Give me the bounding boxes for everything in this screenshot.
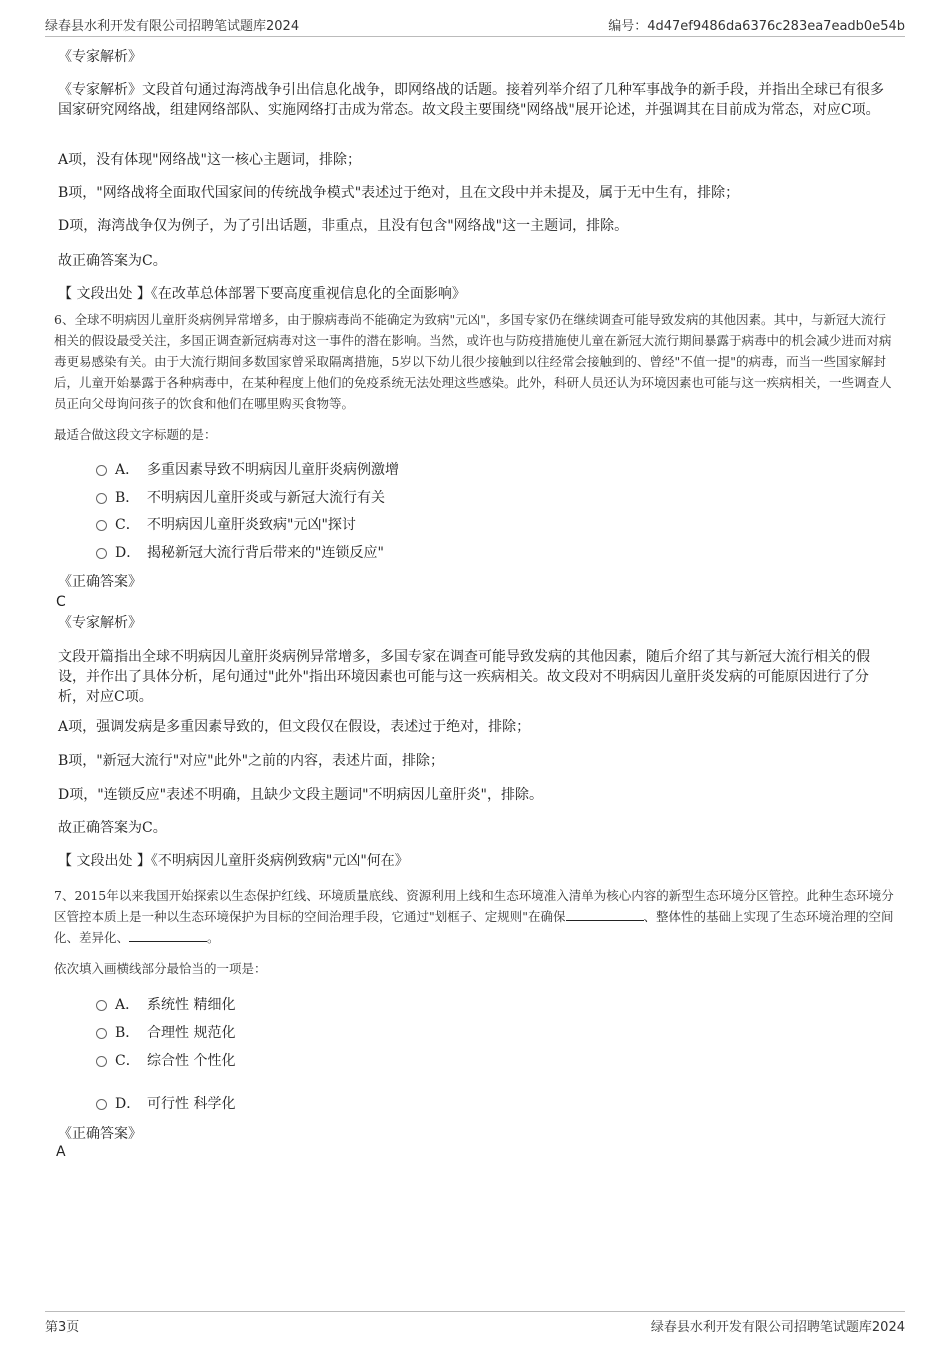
option-key: C． [115, 517, 140, 533]
q5-expert-title: 《专家解析》 [58, 49, 142, 65]
q6-answer-title: 《正确答案》 [58, 574, 142, 590]
option-key: B． [115, 490, 140, 506]
radio-icon[interactable] [96, 465, 107, 476]
header-title: 绿春县水利开发有限公司招聘笔试题库2024 [45, 19, 300, 34]
q7-stem-part3: 。 [207, 930, 220, 945]
option-key: B． [115, 1025, 140, 1041]
option-text: 可行性 科学化 [147, 1096, 236, 1112]
option-text: 不明病因儿童肝炎致病"元凶"探讨 [147, 517, 356, 533]
q7-prompt: 依次填入画横线部分最恰当的一项是： [54, 961, 267, 976]
q6-option-c[interactable] [96, 515, 356, 535]
q6-expert-title: 《专家解析》 [58, 615, 142, 631]
q6-option-a-note: A项，强调发病是多重因素导致的，但文段仅在假设，表述过于绝对，排除； [58, 719, 531, 735]
option-key: D． [115, 1096, 141, 1112]
q6-option-a[interactable] [96, 460, 399, 480]
q7-option-a[interactable] [96, 995, 235, 1015]
footer-title: 绿春县水利开发有限公司招聘笔试题库2024 [650, 1320, 905, 1335]
radio-icon[interactable] [96, 548, 107, 559]
radio-icon[interactable] [96, 1099, 107, 1110]
q7-stem-part2: 、整体性的基础上实现了生态环境治理的空间化、差异化、 [54, 909, 894, 945]
option-key: D． [115, 545, 141, 561]
q5-option-d-note: D项，海湾战争仅为例子，为了引出话题，非重点，且没有包含"网络战"这一主题词，排除。 [58, 218, 629, 234]
fill-blank-1 [566, 908, 644, 921]
q7-answer-title: 《正确答案》 [58, 1126, 142, 1142]
page-number: 第3页 [45, 1320, 80, 1335]
header-doc-number: 编号：4d47ef9486da6376c283ea7eadb0e54b [608, 19, 905, 34]
q5-analysis: 《专家解析》文段首句通过海湾战争引出信息化战争，即网络战的话题。接着列举介绍了几种军事战争的新手段，并指出全球已有很多国家研究网络战，组建网络部队、实施网络打击成为常态。故文段主要围绕"网络战"展开论述，并强调其在目前成为常态，对应C项。 [58, 82, 884, 118]
radio-icon[interactable] [96, 1000, 107, 1011]
q6-option-b[interactable] [96, 488, 385, 508]
q6-option-d[interactable] [96, 543, 384, 563]
q7-option-b[interactable] [96, 1023, 235, 1043]
q6-answer: C [56, 594, 66, 610]
q5-option-b-note: B项，"网络战将全面取代国家间的传统战争模式"表述过于绝对，且在文段中并未提及，属于无中生有，排除； [58, 185, 740, 201]
option-key: A． [115, 462, 140, 478]
radio-icon[interactable] [96, 520, 107, 531]
q5-conclusion: 故正确答案为C。 [58, 253, 167, 269]
option-key: A． [115, 997, 140, 1013]
option-text: 不明病因儿童肝炎或与新冠大流行有关 [147, 490, 385, 506]
q6-prompt: 最适合做这段文字标题的是： [54, 427, 217, 442]
radio-icon[interactable] [96, 493, 107, 504]
q7-option-c[interactable] [96, 1051, 235, 1071]
radio-icon[interactable] [96, 1028, 107, 1039]
q6-stem: 6、全球不明病因儿童肝炎病例异常增多，由于腺病毒尚不能确定为致病"元凶"，多国专家仍在继续调查可能导致发病的其他因素。其中，与新冠大流行相关的假设最受关注，多国正调查新冠病毒对这一事件的潜在影响。当然，或许也与防疫措施使儿童在新冠大流行期间暴露于病毒中的机会减少进而对病毒更易感染有关。由于大流行期间多数国家曾采取隔离措施，5岁以下幼儿很少接触到以往经常会接触到的、曾经"不值一提"的病毒，而当一些国家解封后，儿童开始暴露于各种病毒中，在某种程度上他们的免疫系统无法处理这些感染。此外，科研人员还认为环境因素也可能与这一疾病相关，一些调查人员正向父母询问孩子的饮食和他们在哪里购买食物等。 [54, 312, 892, 411]
option-text: 多重因素导致不明病因儿童肝炎病例激增 [147, 462, 399, 478]
option-text: 综合性 个性化 [147, 1053, 236, 1069]
fill-blank-2 [129, 929, 207, 942]
q6-option-d-note: D项，"连锁反应"表述不明确，且缺少文段主题词"不明病因儿童肝炎"，排除。 [58, 787, 543, 803]
page-header [45, 12, 905, 37]
q6-conclusion: 故正确答案为C。 [58, 820, 167, 836]
q6-source: 【 文段出处 】《不明病因儿童肝炎病例致病"元凶"何在》 [58, 853, 409, 869]
q7-stem [54, 885, 896, 948]
q7-answer: A [56, 1144, 66, 1160]
q7-stem-part1: 7、2015年以来我国开始探索以生态保护红线、环境质量底线、资源利用上线和生态环境准入清单为核心内容的新型生态环境分区管控。此种生态环境分区管控本质上是一种以生态环境保护为目标的空间治理手段，它通过"划框子、定规则"在确保 [54, 888, 894, 924]
q7-option-d[interactable] [96, 1094, 235, 1114]
option-text: 揭秘新冠大流行背后带来的"连锁反应" [147, 545, 384, 561]
option-key: C． [115, 1053, 140, 1069]
page-footer [45, 1311, 905, 1336]
q6-analysis: 文段开篇指出全球不明病因儿童肝炎病例异常增多，多国专家在调查可能导致发病的其他因素，随后介绍了其与新冠大流行相关的假设，并作出了具体分析，尾句通过"此外"指出环境因素也可能与这一疾病相关。故文段对不明病因儿童肝炎发病的可能原因进行了分析，对应C项。 [58, 649, 870, 705]
option-text: 合理性 规范化 [147, 1025, 236, 1041]
q6-option-b-note: B项，"新冠大流行"对应"此外"之前的内容，表述片面，排除； [58, 753, 445, 769]
option-text: 系统性 精细化 [147, 997, 236, 1013]
radio-icon[interactable] [96, 1056, 107, 1067]
q5-source: 【 文段出处 】《在改革总体部署下要高度重视信息化的全面影响》 [58, 286, 466, 302]
q5-option-a-note: A项，没有体现"网络战"这一核心主题词，排除； [58, 152, 361, 168]
